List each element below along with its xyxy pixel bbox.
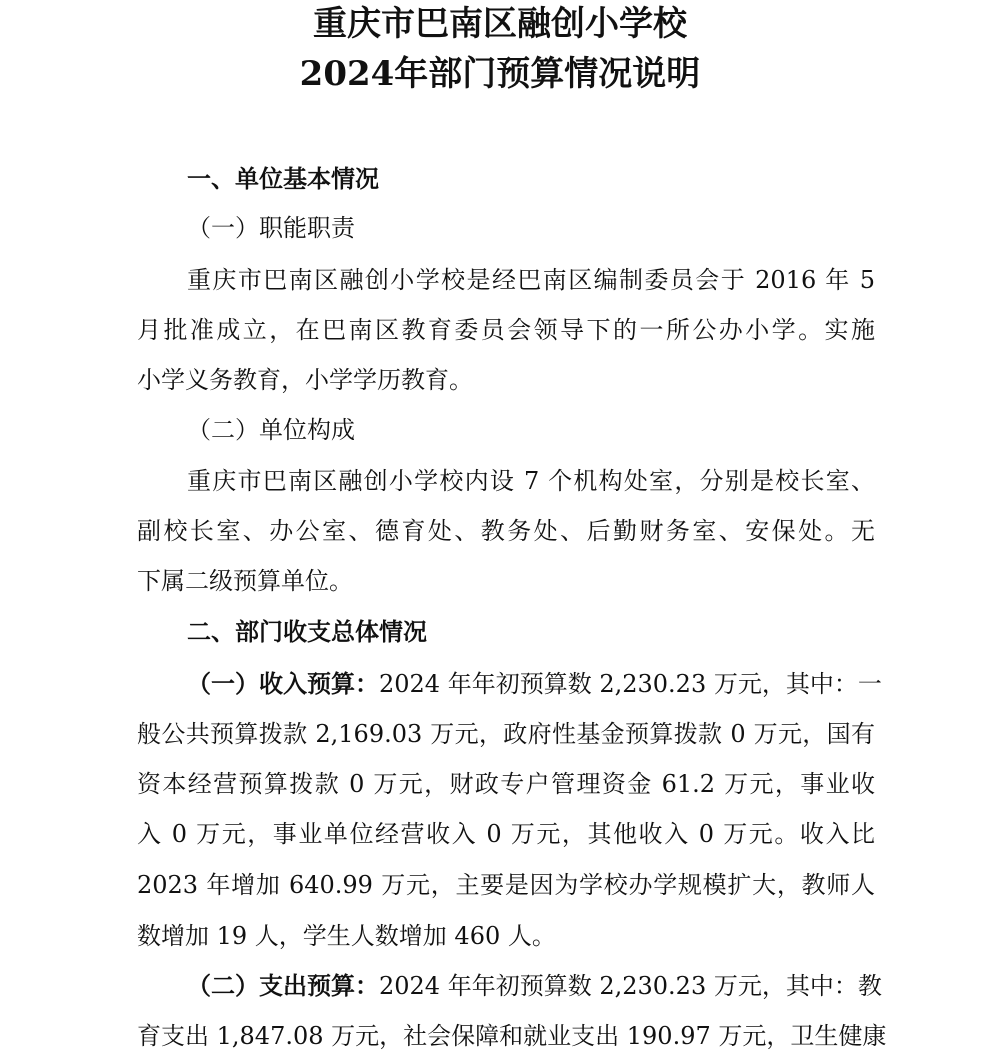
paragraph-income-line5: 2023 年增加 640.99 万元，主要是因为学校办学规模扩大，教师人 xyxy=(137,871,875,899)
paragraph-functions-line2: 月批准成立，在巴南区教育委员会领导下的一所公办小学。实施 xyxy=(137,316,875,344)
expense-budget-text: 2024 年年初预算数 2,230.23 万元，其中：教 xyxy=(379,972,882,1000)
section-heading-basic-info: 一、单位基本情况 xyxy=(187,165,379,193)
paragraph-expense-line1 xyxy=(187,968,882,1004)
paragraph-income-line1 xyxy=(187,666,882,702)
subheading-structure: （二）单位构成 xyxy=(187,416,355,444)
section-heading-budget-overview: 二、部门收支总体情况 xyxy=(187,618,427,646)
paragraph-expense-line2: 育支出 1,847.08 万元，社会保障和就业支出 190.97 万元，卫生健康 xyxy=(137,1022,887,1050)
paragraph-structure-line2: 副校长室、办公室、德育处、教务处、后勤财务室、安保处。无 xyxy=(137,517,875,545)
subheading-functions: （一）职能职责 xyxy=(187,214,355,242)
income-budget-text: 2024 年年初预算数 2,230.23 万元，其中：一 xyxy=(379,670,882,698)
paragraph-structure-line1: 重庆市巴南区融创小学校内设 7 个机构处室，分别是校长室、 xyxy=(187,467,875,495)
paragraph-income-line6: 数增加 19 人，学生人数增加 460 人。 xyxy=(137,922,556,950)
document-title-line1: 重庆市巴南区融创小学校 xyxy=(313,4,687,44)
expense-budget-label: （二）支出预算： xyxy=(187,971,379,1000)
paragraph-income-line3: 资本经营预算拨款 0 万元，财政专户管理资金 61.2 万元，事业收 xyxy=(137,770,875,798)
paragraph-functions-line3: 小学义务教育，小学学历教育。 xyxy=(137,366,473,394)
paragraph-functions-line1: 重庆市巴南区融创小学校是经巴南区编制委员会于 2016 年 5 xyxy=(187,266,875,294)
paragraph-income-line2: 般公共预算拨款 2,169.03 万元，政府性基金预算拨款 0 万元，国有 xyxy=(137,720,875,748)
income-budget-label: （一）收入预算： xyxy=(187,669,379,698)
document-title-line2: 2024年部门预算情况说明 xyxy=(299,54,701,94)
paragraph-structure-line3: 下属二级预算单位。 xyxy=(137,567,353,595)
paragraph-income-line4: 入 0 万元，事业单位经营收入 0 万元，其他收入 0 万元。收入比 xyxy=(137,820,875,848)
